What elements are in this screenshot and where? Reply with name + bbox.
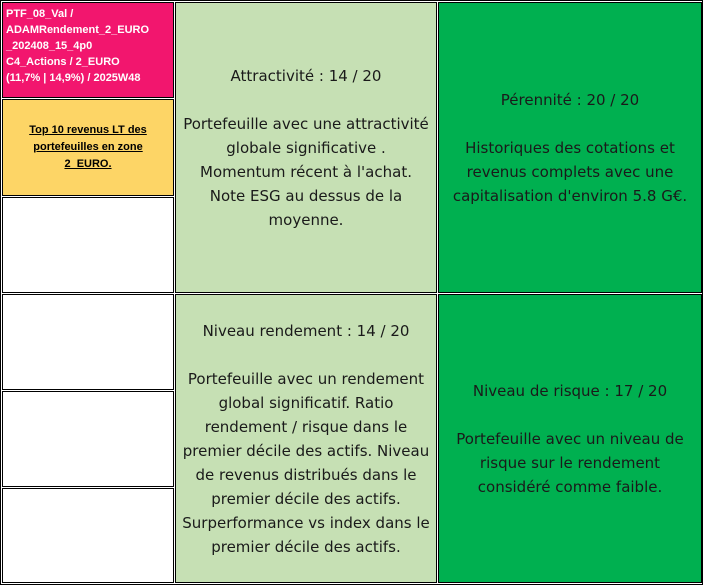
attractivite-body: Portefeuille avec une attractivité globale significative . Momentum récent à l'achat. Note ESG au dessus de la moyenne. [183, 114, 429, 229]
portfolio-header-line: PTF_08_Val / [6, 8, 74, 20]
risque-title: Niveau de risque : 17 / 20 [472, 381, 668, 400]
portfolio-header-line: (11,7% | 14,9%) / 2025W48 [6, 72, 141, 84]
empty-cell [2, 488, 174, 583]
portfolio-header-line: ADAMRendement_2_EURO [6, 24, 150, 36]
attractivite-panel [175, 2, 437, 293]
risque-body: Portefeuille avec un niveau de risque sur le rendement considéré comme faible. [456, 429, 684, 496]
rendement-body: Portefeuille avec un rendement global significatif. Ratio rendement / risque dans le premier décile des actifs. Niveau de revenus distribués dans le premier décile des actifs. Surperformance vs index dans le premier décile des actifs. [182, 369, 430, 556]
attractivite-title: Attractivité : 14 / 20 [230, 66, 382, 85]
empty-cell [2, 391, 174, 487]
top10-link[interactable]: Top 10 revenus LT des portefeuilles en zone 2_EURO. [29, 124, 147, 170]
rendement-title: Niveau rendement : 14 / 20 [202, 321, 410, 340]
empty-cell [2, 294, 174, 390]
portfolio-header-line: C4_Actions / 2_EURO [6, 56, 120, 68]
rendement-panel [175, 294, 437, 583]
empty-cell [2, 197, 174, 293]
portfolio-header-line: _202408_15_4p0 [6, 40, 93, 52]
perennite-body: Historiques des cotations et revenus complets avec une capitalisation d'environ 5.8 G€. [452, 138, 688, 205]
perennite-title: Pérennité : 20 / 20 [500, 90, 640, 109]
top10-link-cell[interactable] [2, 99, 174, 196]
risque-panel [438, 294, 702, 583]
perennite-panel [438, 2, 702, 293]
portfolio-header-cell [2, 2, 174, 98]
